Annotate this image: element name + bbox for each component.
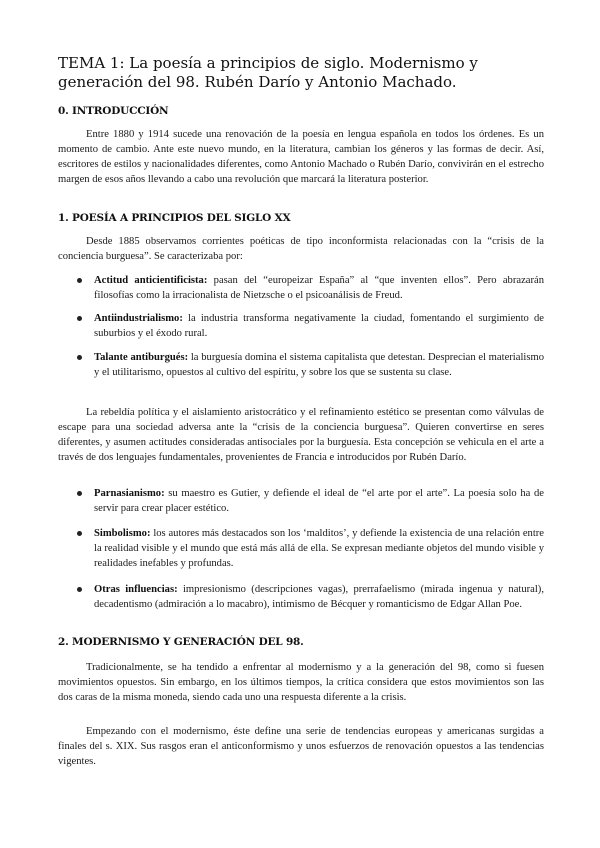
poesia-paragraph-2-text: La rebeldía política y el aislamiento aristocrático y el refinamiento estético se presentan como válvulas de escape para una sociedad adversa ante la “crisis de la conciencia burguesa”. Quieren convertirse en seres diferentes, y asumen actitudes consideradas antisociales por la burguesía. Esta concepción se vehicula en el arte a través de dos lenguajes fundamentales, provenientes de Francia e introducidos por Rubén Darío. xyxy=(58,407,544,463)
modernismo-paragraph-2-text: Empezando con el modernismo, éste define una serie de tendencias europeas y americanas surgidas a finales del s. XIX. Sus rasgos eran el anticonformismo y unos esfuerzos de renovación opuestos a las tendencias vigentes. xyxy=(58,726,544,767)
page-title: TEMA 1: La poesía a principios de siglo. Modernismo y generación del 98. Rubén Darío y Antonio Machado. xyxy=(58,54,478,91)
intro-paragraph xyxy=(58,127,544,187)
poesia-paragraph-1-text: Desde 1885 observamos corrientes poéticas de tipo inconformista relacionadas con la “crisis de la conciencia burguesa”. Se caracterizaba por: xyxy=(58,236,544,262)
heading-modernismo: 2. MODERNISMO Y GENERACIÓN DEL 98. xyxy=(58,636,304,648)
modernismo-paragraph-1-text: Tradicionalmente, se ha tendido a enfrentar al modernismo y a la generación del 98, como si fuesen movimientos opuestos. Sin embargo, en los últimos tiempos, la crítica considera que estos movimientos son las dos caras de la misma moneda, siendo cada uno una respuesta diferente a la crisis. xyxy=(58,662,544,703)
bullet-term: Otras influencias: xyxy=(94,584,178,595)
bullet-term: Simbolismo: xyxy=(94,528,151,539)
list-item xyxy=(77,311,544,341)
bullet-text: su maestro es Gutier, y defiende el ideal de “el arte por el arte”. La poesía solo ha de servir para crear placer estético. xyxy=(94,488,544,514)
modernismo-paragraph-2 xyxy=(58,724,544,769)
bullet-term: Actitud anticientificista: xyxy=(94,275,208,286)
poesia-paragraph-1 xyxy=(58,234,544,264)
bullet-term: Parnasianismo: xyxy=(94,488,165,499)
bullet-term: Antiindustrialismo: xyxy=(94,313,183,324)
bullet-text: los autores más destacados son los ‘malditos’, y defiende la existencia de una relación entre la realidad visible y el mundo que está más allá de ella. Se expresan mediante objetos del mundo visible y realidades inefables y profundas. xyxy=(94,528,544,569)
bullet-icon xyxy=(77,355,82,360)
list-item xyxy=(77,486,544,516)
bullet-icon xyxy=(77,316,82,321)
list-item xyxy=(77,273,544,303)
bullet-text: pasan del “europeizar España” al “que inventen ellos”. Pero abrazarán filosofías como la irracionalista de Nietzsche o el psicoanálisis de Freud. xyxy=(94,275,544,301)
bullet-icon xyxy=(77,278,82,283)
bullet-icon xyxy=(77,491,82,496)
list-item xyxy=(77,526,544,571)
poesia-paragraph-2 xyxy=(58,405,544,465)
bullet-icon xyxy=(77,587,82,592)
list-item xyxy=(77,582,544,612)
bullet-icon xyxy=(77,531,82,536)
bullet-text: impresionismo (descripciones vagas), prerrafaelismo (mirada ingenua y natural), decadentismo (admiración a lo macabro), intimismo de Bécquer y romanticismo de Edgar Allan Poe. xyxy=(94,584,544,610)
intro-paragraph-text: Entre 1880 y 1914 sucede una renovación de la poesía en lengua española en todos los órdenes. Es un momento de cambio. Ante este nuevo mundo, en la literatura, cambian los géneros y las formas de decir. Así, escritores de estilos y nacionalidades diferentes, como Antonio Machado o Rubén Darío, convivirán en el estrecho margen de esos años llevando a cabo una revolución que marcará la literatura posterior. xyxy=(58,129,544,185)
heading-poesia: 1. POESÍA A PRINCIPIOS DEL SIGLO XX xyxy=(58,212,291,224)
bullet-term: Talante antiburgués: xyxy=(94,352,189,363)
bullet-text: la burguesía domina el sistema capitalista que detestan. Desprecian el materialismo y el utilitarismo, opuestos al cultivo del espíritu, y sobre los que se sustenta su clase. xyxy=(94,352,544,378)
heading-introduccion: 0. INTRODUCCIÓN xyxy=(58,105,169,117)
list-item xyxy=(77,350,544,380)
bullet-text: la industria transforma negativamente la ciudad, fomentando el surgimiento de suburbios y el éxodo rural. xyxy=(94,313,544,339)
modernismo-paragraph-1 xyxy=(58,660,544,705)
